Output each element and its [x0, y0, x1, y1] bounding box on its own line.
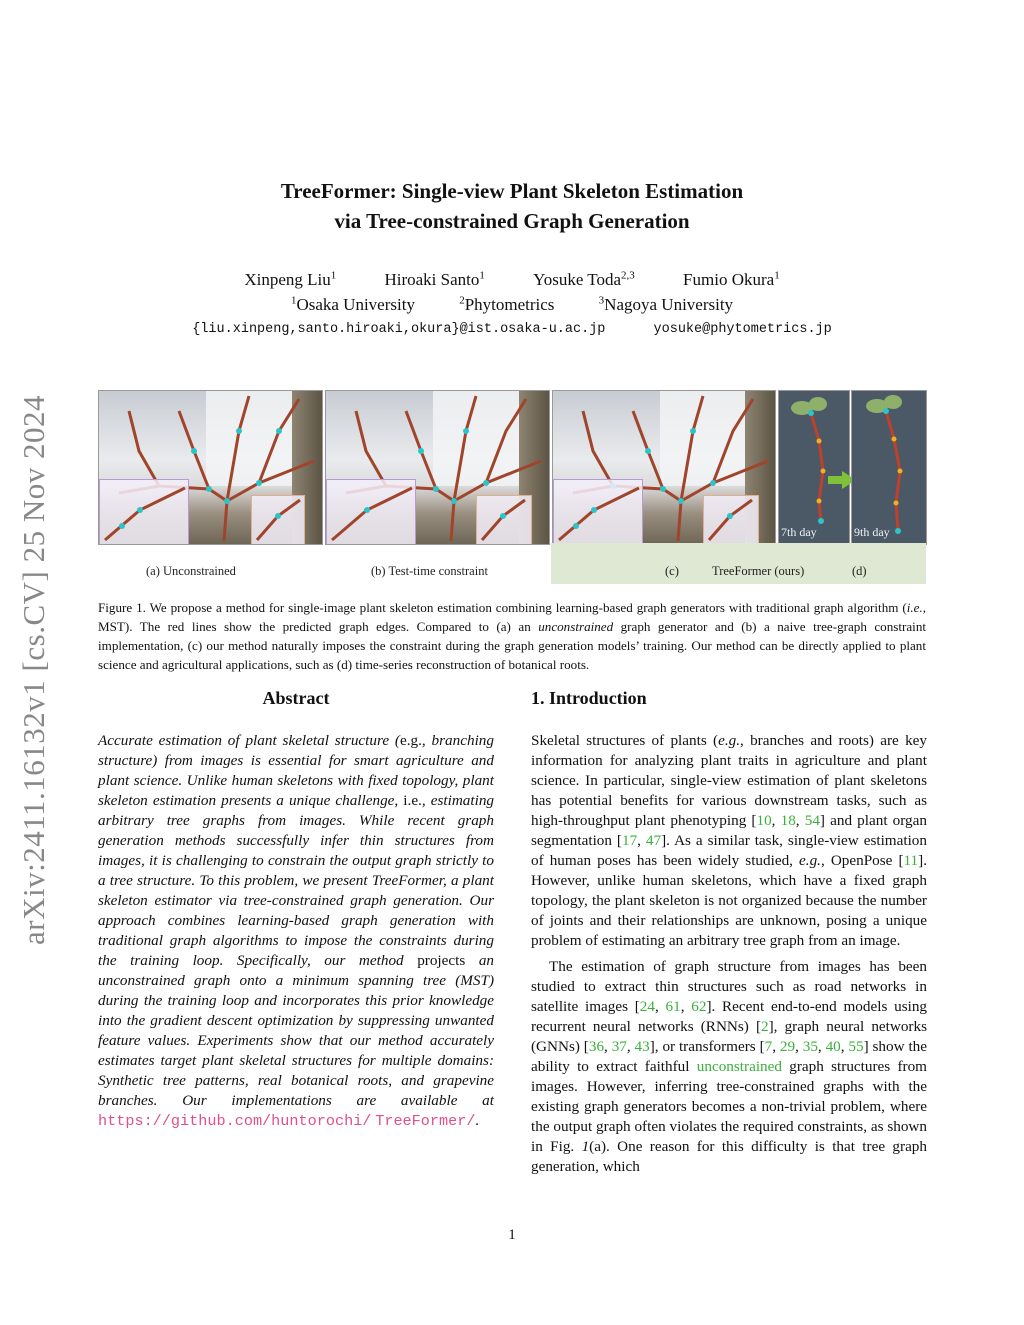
root-graph-day9 [852, 391, 926, 544]
abstract-text: Accurate estimation of plant skeletal structure (e.g., branching structure) from images is essential for smart agriculture and plant science. Unlike human skeletons with fixed topology, plant skeleton estimation presents a unique challenge, i.e., estimating arbitrary tree graphs from images. While recent graph generation methods successfully infer thin structures from images, it is challenging to constrain the output graph strictly to a tree structure. To this problem, we present TreeFormer, a plant skeleton estimator via tree-constrained graph generation. Our approach combines learning-based graph generation with traditional graph algorithms to impose the constraints during the training loop. Specifically, our method projects an unconstrained graph onto a minimum spanning tree (MST) during the training loop and incorporates this prior knowledge into the gradient descent optimization by suppressing unwanted feature values. Experiments show that our method accurately estimates target plant skeletal structures for multiple domains: Synthetic tree patterns, real botanical roots, and grapevine branches. Our implementations are available at https://github.com/huntorochi/ TreeFormer/. [98, 732, 495, 1130]
citation-link[interactable]: 24 [639, 998, 655, 1015]
citation-link[interactable]: 37 [611, 1038, 627, 1055]
root-graph-day7 [779, 391, 849, 544]
affiliation-list [0, 295, 1024, 315]
figure-caption: Figure 1. We propose a method for single-image plant skeleton estimation combining learning-based graph generators with traditional graph algorithm (i.e., MST). The red lines show the predicted graph edges. Compared to (a) an unconstrained graph generator and (b) a naive tree-graph constraint implementation, (c) our method naturally imposes the constraint during the graph generation models’ training. Our method can be directly applied to plant science and agricultural applications, such as (d) time-series reconstruction of botanical roots. [98, 600, 927, 672]
citation-link[interactable]: 10 [756, 812, 772, 829]
zoom-inset [326, 479, 416, 545]
citation-link[interactable]: 11 [903, 852, 919, 869]
figure-panel-c [552, 390, 776, 545]
citation-link[interactable]: 62 [691, 998, 707, 1015]
subfig-label-b: (b) Test-time constraint [371, 564, 488, 578]
zoom-inset [553, 479, 643, 545]
citation-link[interactable]: 55 [848, 1038, 864, 1055]
citation-link[interactable]: 40 [825, 1038, 841, 1055]
intro-paragraph-1: Skeletal structures of plants (e.g., branches and roots) are key information for analyzing plant traits in agriculture and plant science. In particular, single-view estimation of plant skeletons has potential benefits for various downstream tasks, such as high-throughput plant phenotyping [10, 18, 54] and plant organ segmentation [17, 47]. As a similar task, single-view estimation of human poses has been widely studied, e.g., OpenPose [11]. However, unlike human skeletons, which have a fixed graph topology, the plant skeleton is not organized because the number of joints and their relationships are unknown, posing a unique problem of estimating an arbitrary tree graph from an image. [531, 732, 928, 949]
citation-link[interactable]: unconstrained [696, 1058, 782, 1075]
citation-link[interactable]: 17 [621, 832, 638, 849]
introduction-heading: 1. Introduction [531, 688, 647, 708]
subfig-label-a: (a) Unconstrained [146, 564, 236, 578]
zoom-inset [703, 495, 759, 545]
citation-link[interactable]: 29 [779, 1038, 796, 1055]
zoom-inset [99, 479, 189, 545]
zoom-inset [251, 495, 305, 545]
figure-panel-d-day7 [778, 390, 850, 545]
author-list [0, 270, 1024, 290]
page-number: 1 [508, 1227, 516, 1243]
figure-panel-b [325, 390, 550, 545]
arrow-icon-bar [828, 476, 842, 484]
affiliation: $^1$Osaka University [290, 294, 415, 314]
title-line-2: via Tree-constrained Graph Generation [334, 209, 690, 233]
zoom-inset [476, 495, 532, 545]
affiliation: $^3$Nagoya University [598, 294, 734, 314]
github-link[interactable]: https://github.com/huntorochi/ [98, 1112, 372, 1130]
day-label: 9th day [854, 525, 890, 539]
title-line-1: TreeFormer: Single-view Plant Skeleton Estimation [280, 179, 744, 203]
intro-paragraph-2: The estimation of graph structure from images has been studied to extract thin structures such as road networks in satellite images [24, 61, 62]. Recent end-to-end models using recurrent neural networks (RNNs) [2], graph neural networks (GNNs) [36, 37, 43], or transformers [7, 29, 35, 40, 55] show the ability to extract faithful unconstrained graph structures from images. However, inferring tree-constrained graphs with the existing graph generators becomes a non-trivial problem, where the output graph often violates the required constraints, as shown in Fig. 1(a). One reason for this difficulty is that tree graph generation, which [531, 958, 928, 1175]
day-label: 7th day [781, 525, 817, 539]
citation-link[interactable]: 2 [761, 1018, 769, 1035]
figure-panel-d-day9 [851, 390, 927, 545]
subfig-label-c: (c) [665, 564, 679, 578]
introduction-section [531, 688, 927, 1183]
author: Xinpeng Liu$^1$ [244, 269, 337, 289]
abstract-section [98, 688, 494, 1131]
abstract-heading: Abstract [262, 688, 330, 708]
author: Hiroaki Santo$^1$ [384, 269, 485, 289]
citation-link[interactable]: 61 [665, 998, 681, 1015]
subfig-label-ours: TreeFormer (ours) [712, 564, 805, 578]
citation-link[interactable]: 43 [634, 1038, 650, 1055]
affiliation: $^2$Phytometrics [459, 294, 555, 314]
email: yosuke@phytometrics.jp [653, 322, 832, 337]
citation-link[interactable]: 47 [645, 832, 662, 849]
citation-link[interactable]: 18 [780, 812, 796, 829]
author: Yosuke Toda$^{2,3}$ [533, 269, 635, 289]
email: {liu.xinpeng,santo.hiroaki,okura}@ist.osaka-u.ac.jp [192, 322, 606, 337]
figure-1 [98, 388, 926, 586]
subfig-label-d: (d) [852, 564, 867, 578]
citation-link[interactable]: 7 [764, 1038, 773, 1055]
email-list [0, 322, 1024, 337]
arxiv-watermark: arXiv:2411.16132v1 [cs.CV] 25 Nov 2024 [16, 395, 51, 945]
author: Fumio Okura$^1$ [683, 269, 780, 289]
citation-link[interactable]: 35 [802, 1038, 818, 1055]
paper-title [0, 176, 1024, 236]
github-link-cont[interactable]: TreeFormer/ [375, 1112, 476, 1130]
figure-panel-a [98, 390, 323, 545]
citation-link[interactable]: 54 [804, 812, 820, 829]
citation-link[interactable]: 36 [588, 1038, 605, 1055]
